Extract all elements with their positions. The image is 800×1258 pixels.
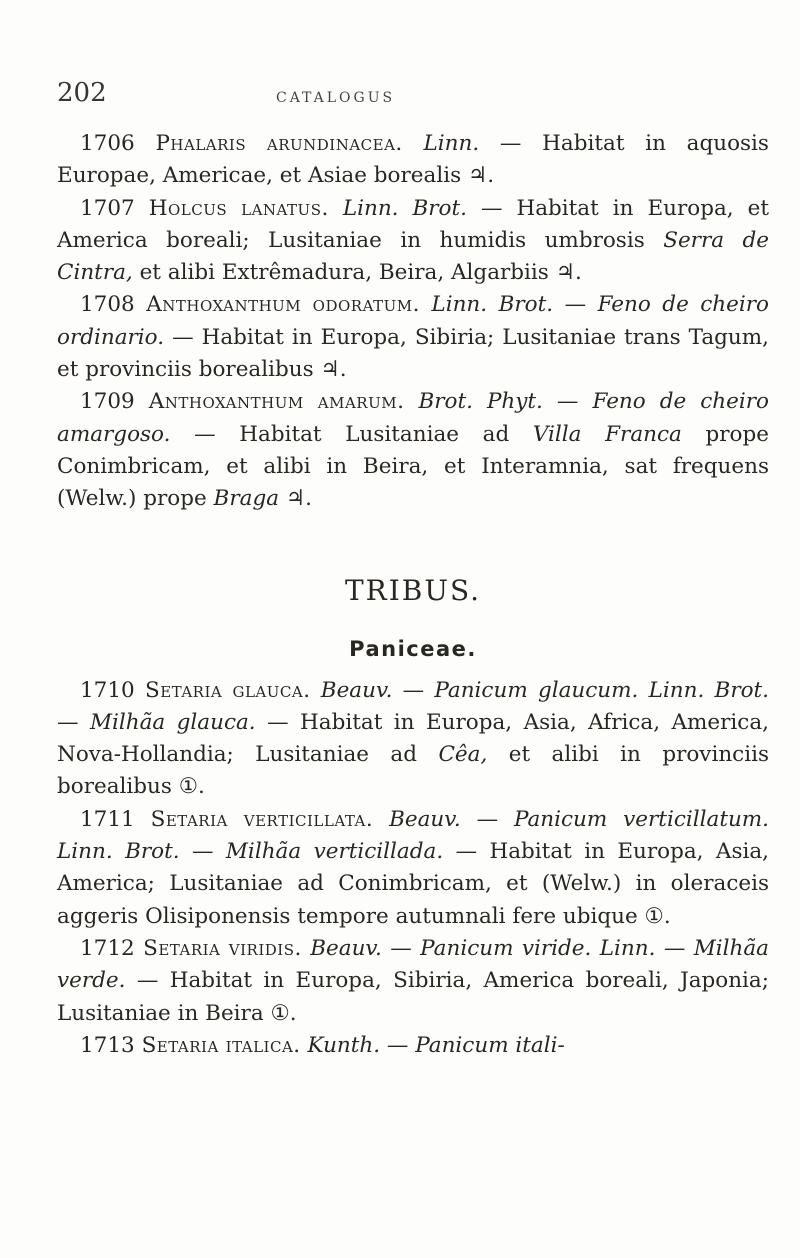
synonym: Panicum verticillatum. Linn. Brot. bbox=[57, 806, 770, 865]
authority: Beauv. bbox=[389, 806, 461, 832]
entry-end: . bbox=[487, 163, 495, 189]
catalog-entry bbox=[57, 804, 769, 933]
authority: Linn. Brot. bbox=[431, 292, 554, 318]
entry-end: . bbox=[339, 357, 347, 383]
entry-number: 1710 bbox=[80, 677, 135, 703]
authority: Beauv. bbox=[310, 935, 382, 961]
entry-end: . bbox=[198, 774, 205, 800]
entry-end: . bbox=[663, 903, 671, 929]
dash-separator: — bbox=[542, 389, 593, 415]
synonym: Panicum viride. Linn. bbox=[420, 935, 656, 961]
species-name: odoratum. bbox=[312, 292, 420, 318]
species-name: lanatus. bbox=[241, 195, 329, 221]
entry-end: . bbox=[289, 1000, 297, 1026]
entry-number: 1712 bbox=[80, 935, 135, 961]
dash-separator: — bbox=[57, 709, 90, 735]
catalog-entry bbox=[57, 386, 769, 515]
authority: Kunth. bbox=[307, 1032, 381, 1058]
species-name: amarum. bbox=[317, 389, 405, 415]
species-name: italica. bbox=[225, 1032, 301, 1058]
genus-name: Setaria bbox=[150, 806, 228, 832]
authority: Linn. Brot. bbox=[342, 195, 467, 221]
genus-name: Setaria bbox=[144, 677, 223, 703]
species-name: viridis. bbox=[228, 935, 302, 961]
entry-end: . bbox=[305, 486, 312, 512]
catalog-entry bbox=[57, 128, 769, 193]
page-body bbox=[57, 128, 769, 1062]
annual-symbol: ① bbox=[644, 903, 664, 929]
dash-separator: — bbox=[655, 935, 694, 961]
dash-separator: — bbox=[460, 806, 514, 832]
habitat-text: — Habitat in Europa, Sibiria; Lusitaniae trans Tagum, et provinciis borealibus bbox=[57, 324, 769, 383]
subsection-heading: Paniceae. bbox=[349, 636, 477, 661]
dash-separator: — bbox=[553, 292, 598, 318]
place-name: Villa Franca bbox=[532, 421, 682, 447]
vernacular-name: Milhãa verticillada. bbox=[225, 839, 444, 865]
perennial-symbol: ♃ bbox=[320, 357, 340, 383]
annual-symbol: ① bbox=[270, 1000, 290, 1026]
dash-separator: — bbox=[381, 935, 421, 961]
entry-number: 1709 bbox=[80, 389, 135, 415]
species-name: arundinacea. bbox=[266, 131, 403, 156]
entry-number: 1708 bbox=[80, 292, 135, 318]
synonym: Panicum glaucum. Linn. Brot. bbox=[434, 677, 770, 703]
vernacular-name: Milhãa verde. bbox=[57, 935, 769, 994]
genus-name: Holcus bbox=[148, 195, 228, 221]
catalog-entry bbox=[57, 675, 769, 804]
place-name: Braga bbox=[213, 486, 280, 512]
entry-number: 1706 bbox=[80, 131, 135, 156]
species-name: verticillata. bbox=[243, 806, 374, 832]
vernacular-name: Feno de cheiro ordinario. bbox=[57, 292, 769, 350]
habitat-text: — Habitat in aquosis Europae, Americae, et Asiae borealis bbox=[57, 131, 769, 189]
dash-separator: — bbox=[392, 677, 435, 703]
perennial-symbol: ♃ bbox=[285, 486, 306, 512]
habitat-text: — Habitat in Europa, et America boreali; Lusitaniae in humidis umbrosis bbox=[57, 195, 769, 253]
place-name: Serra de Cintra, bbox=[57, 227, 769, 286]
entry-end: . bbox=[574, 260, 582, 286]
vernacular-name: Feno de cheiro amargoso. bbox=[57, 389, 769, 447]
vernacular-name: Milhãa glauca. bbox=[89, 709, 256, 735]
perennial-symbol: ♃ bbox=[467, 163, 488, 189]
catalog-entry bbox=[57, 933, 769, 1030]
habitat-text: et alibi in provinciis borealibus bbox=[57, 742, 769, 800]
genus-name: Phalaris bbox=[155, 131, 247, 156]
section-heading: TRIBUS. bbox=[344, 573, 482, 607]
entry-number: 1713 bbox=[80, 1032, 135, 1058]
dash-separator: — bbox=[380, 1032, 416, 1058]
habitat-text: — Habitat in Europa, Asia, America; Lusitaniae ad Conimbricam, et (Welw.) in oleraceis aggeris Olisiponensis tempore autumnali fere ubique bbox=[57, 839, 770, 929]
authority: Linn. bbox=[423, 131, 480, 156]
catalog-entry bbox=[57, 1030, 769, 1062]
genus-name: Setaria bbox=[143, 935, 221, 961]
habitat-text: — Habitat Lusitaniae ad bbox=[170, 421, 533, 447]
entry-number: 1707 bbox=[80, 195, 135, 221]
habitat-text: — Habitat in Europa, Sibiria, America boreali, Japonia; Lusitaniae in Beira bbox=[57, 968, 769, 1026]
habitat-text: prope Conimbricam, et alibi in Beira, et Interamnia, sat frequens (Welw.) prope bbox=[57, 421, 769, 512]
habitat-text: et alibi Extrêmadura, Beira, Algarbiis bbox=[132, 260, 556, 286]
authority: Brot. Phyt. bbox=[418, 389, 543, 415]
genus-name: Anthoxanthum bbox=[146, 292, 302, 318]
page-number: 202 bbox=[57, 78, 107, 108]
habitat-text bbox=[279, 486, 286, 511]
catalog-entry bbox=[57, 289, 769, 386]
annual-symbol: ① bbox=[178, 774, 199, 800]
entry-number: 1711 bbox=[80, 806, 135, 832]
genus-name: Anthoxanthum bbox=[148, 389, 304, 415]
perennial-symbol: ♃ bbox=[555, 260, 575, 286]
genus-name: Setaria bbox=[141, 1032, 219, 1058]
dash-separator: — bbox=[179, 839, 226, 865]
species-name: glauca. bbox=[232, 677, 311, 703]
synonym: Panicum itali- bbox=[415, 1032, 565, 1058]
habitat-text: — Habitat in Europa, Asia, Africa, America, Nova-Hollandia; Lusitaniae ad bbox=[57, 709, 769, 768]
authority: Beauv. bbox=[320, 677, 393, 703]
place-name: Cêa, bbox=[438, 742, 488, 768]
catalog-entry bbox=[57, 193, 769, 290]
running-title: CATALOGUS bbox=[276, 90, 396, 106]
